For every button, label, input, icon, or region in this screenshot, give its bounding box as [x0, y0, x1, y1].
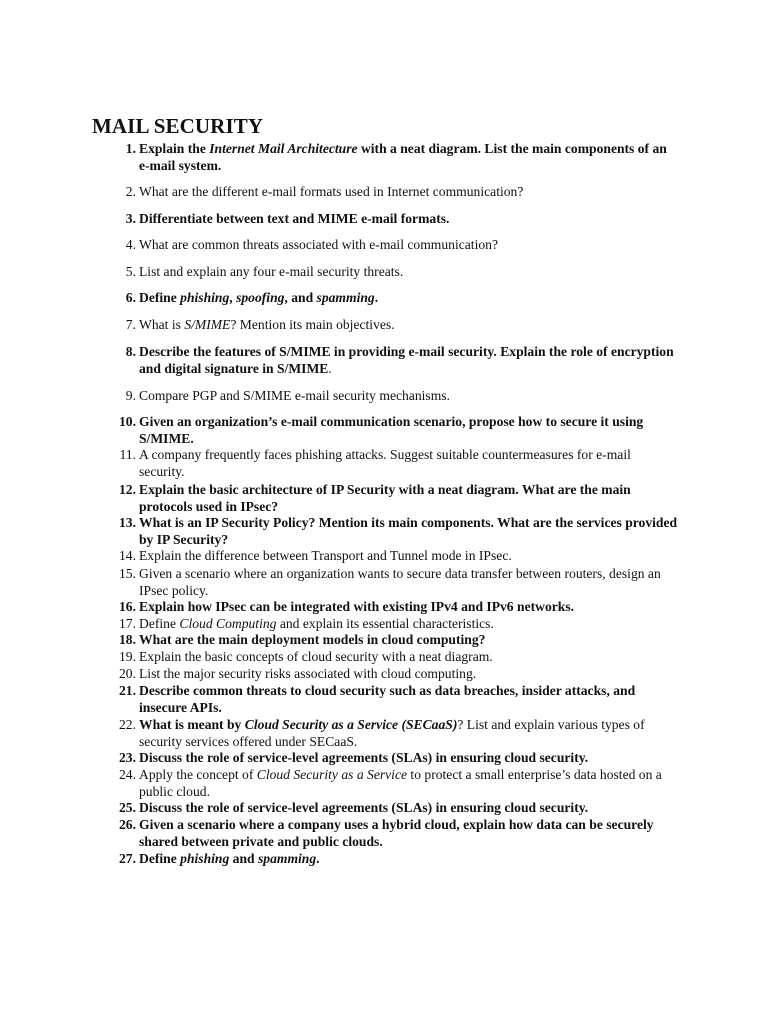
- question-text-part: .: [374, 290, 379, 305]
- question-number: 23.: [119, 750, 136, 765]
- question-number: 6.: [125, 290, 136, 305]
- question-text-part: What are the main deployment models in cloud computing?: [139, 632, 486, 647]
- question-text-part: Describe common threats to cloud security such as data breaches, insider attacks, and insecure APIs.: [139, 683, 636, 715]
- question-text-part: Apply the concept of: [139, 767, 257, 782]
- question-text-part: What is an IP Security Policy? Mention its main components. What are the services provided by IP Security?: [139, 515, 678, 547]
- question-text-part: Discuss the role of service-level agreements (SLAs) in ensuring cloud security.: [139, 800, 589, 815]
- question-number: 26.: [119, 817, 136, 832]
- question-text: [139, 750, 679, 767]
- question-text-part: phishing: [180, 290, 230, 305]
- question-text: [139, 344, 679, 378]
- question-text: [139, 767, 679, 801]
- question-text: [139, 851, 679, 868]
- question-text: [139, 666, 679, 683]
- question-text-part: What is: [139, 317, 185, 332]
- question-text-part: Cloud Computing: [179, 616, 277, 631]
- question-text-part: Explain how IPsec can be integrated with existing IPv4 and IPv6 networks.: [139, 599, 575, 614]
- question-number: 15.: [119, 566, 136, 581]
- question-text: [139, 800, 679, 817]
- question-text: [139, 264, 679, 281]
- question-number: 25.: [119, 800, 136, 815]
- question-text: [139, 211, 679, 228]
- question-number: 14.: [119, 548, 136, 563]
- question-text-part: Differentiate between text and MIME e-mail formats.: [139, 211, 450, 226]
- question-text-part: spamming: [316, 290, 375, 305]
- question-text-part: Define: [139, 290, 181, 305]
- question-text-part: A company frequently faces phishing attacks. Suggest suitable countermeasures for e-mail security.: [139, 447, 631, 479]
- question-text-part: spoofing: [236, 290, 285, 305]
- question-text-part: spamming: [258, 851, 317, 866]
- question-number: 10.: [119, 414, 136, 429]
- question-text-part: ? Mention its main objectives.: [230, 317, 395, 332]
- question-text-part: with a neat diagram. List the main components of an e-mail system.: [139, 141, 667, 173]
- question-text: [139, 317, 679, 334]
- question-text-part: Cloud Security as a Service (SECaaS): [244, 717, 458, 732]
- question-number: 19.: [119, 649, 136, 664]
- question-number: 13.: [119, 515, 136, 530]
- question-text-part: Explain the: [139, 141, 210, 156]
- question-text: [139, 649, 679, 666]
- question-text-part: Compare PGP and S/MIME e-mail security mechanisms.: [139, 388, 450, 403]
- question-text-part: Explain the basic architecture of IP Security with a neat diagram. What are the main protocols used in IPsec?: [139, 482, 631, 514]
- question-text: [139, 717, 679, 751]
- question-number: 8.: [125, 344, 136, 359]
- question-number: 27.: [119, 851, 136, 866]
- question-number: 18.: [119, 632, 136, 647]
- question-text-part: Given a scenario where an organization wants to secure data transfer between routers, design an IPsec policy.: [139, 566, 661, 598]
- question-text: [139, 388, 679, 405]
- question-number: 20.: [119, 666, 136, 681]
- question-text-part: What are common threats associated with e-mail communication?: [139, 237, 498, 252]
- question-text: [139, 616, 679, 633]
- question-text-part: to protect a small enterprise’s data hosted on a public cloud.: [139, 767, 662, 799]
- question-text-part: Explain the basic concepts of cloud security with a neat diagram.: [139, 649, 493, 664]
- question-text: [139, 482, 679, 516]
- question-text-part: Describe the features of S/MIME in providing e-mail security. Explain the role of encryption and digital signature in S/MIME: [139, 344, 674, 376]
- question-number: 7.: [125, 317, 136, 332]
- question-text-part: phishing: [180, 851, 230, 866]
- question-text-part: Internet Mail Architecture: [209, 141, 358, 156]
- question-number: 9.: [125, 388, 136, 403]
- question-text-part: Given an organization’s e-mail communication scenario, propose how to secure it using S/MIME.: [139, 414, 644, 446]
- question-number: 16.: [119, 599, 136, 614]
- question-text-part: , and: [284, 290, 317, 305]
- question-text-part: ? List and explain various types of security services offered under SECaaS.: [139, 717, 645, 749]
- question-text: [139, 548, 679, 565]
- question-text-part: and: [229, 851, 258, 866]
- question-text: [139, 515, 679, 549]
- question-text: [139, 683, 679, 717]
- question-text: [139, 566, 679, 600]
- question-number: 11.: [119, 447, 136, 462]
- question-text: [139, 632, 679, 649]
- question-text-part: What are the different e-mail formats used in Internet communication?: [139, 184, 524, 199]
- question-text: [139, 141, 679, 175]
- question-text-part: List the major security risks associated with cloud computing.: [139, 666, 477, 681]
- question-text-part: Cloud Security as a Service: [256, 767, 408, 782]
- question-text: [139, 599, 679, 616]
- question-text: [139, 447, 679, 481]
- question-number: 5.: [125, 264, 136, 279]
- question-text-part: Define: [139, 616, 180, 631]
- question-text-part: Define: [139, 851, 181, 866]
- question-text-part: and explain its essential characteristics.: [276, 616, 494, 631]
- question-number: 24.: [119, 767, 136, 782]
- question-number: 4.: [125, 237, 136, 252]
- question-text-part: S/MIME: [184, 317, 231, 332]
- question-text-part: List and explain any four e-mail security threats.: [139, 264, 404, 279]
- question-number: 22.: [119, 717, 136, 732]
- question-text: [139, 184, 679, 201]
- question-number: 2.: [125, 184, 136, 199]
- question-text: [139, 414, 679, 448]
- question-text-part: Discuss the role of service-level agreements (SLAs) in ensuring cloud security.: [139, 750, 589, 765]
- question-text: [139, 290, 679, 307]
- question-text-part: Explain the difference between Transport and Tunnel mode in IPsec.: [139, 548, 512, 563]
- question-number: 12.: [119, 482, 136, 497]
- question-number: 21.: [119, 683, 136, 698]
- question-text-part: .: [316, 851, 320, 866]
- question-text-part: What is meant by: [139, 717, 245, 732]
- question-number: 3.: [125, 211, 136, 226]
- question-text-part: Given a scenario where a company uses a hybrid cloud, explain how data can be securely shared between private and public clouds.: [139, 817, 654, 849]
- question-number: 1.: [125, 141, 136, 156]
- page-title: MAIL SECURITY: [92, 114, 264, 138]
- question-text: [139, 817, 679, 851]
- question-text: [139, 237, 679, 254]
- question-number: 17.: [119, 616, 136, 631]
- question-text-part: .: [328, 360, 332, 376]
- question-text-part: ,: [229, 290, 237, 305]
